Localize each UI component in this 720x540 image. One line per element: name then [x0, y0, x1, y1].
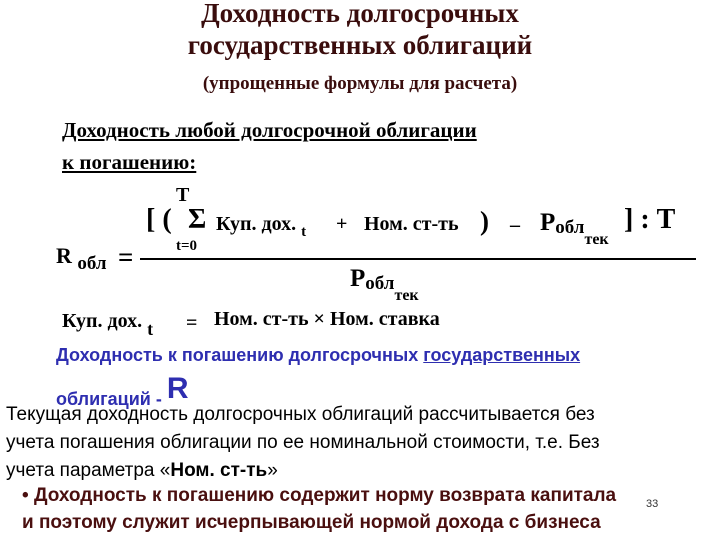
denominator-price: [350, 265, 419, 304]
coupon-formula-lhs: [62, 310, 154, 339]
definition-line2: [56, 372, 189, 409]
definition-line2-text: облигаций -: [56, 389, 167, 409]
coupon-formula-rhs: Ном. ст-ть × Ном. ставка: [214, 308, 440, 330]
section-heading-line2: к погашению:: [62, 150, 197, 174]
fraction-line: [140, 258, 696, 260]
definition-symbol: R: [166, 372, 189, 405]
close-bracket-divide-t: ] : Т: [624, 204, 676, 235]
sum-lower-limit: t=0: [176, 238, 198, 254]
page-title-line2: государственных облигаций: [187, 30, 533, 60]
yield-symbol-letter: R: [56, 243, 72, 268]
bullet-line2: и поэтому служит исчерпывающей нормой дохода с бизнеса: [22, 512, 601, 533]
page-title-line1: Доходность долгосрочных: [201, 0, 519, 28]
paragraph-line3-post: »: [267, 460, 278, 481]
definition-line1: [56, 345, 580, 366]
page-number: 33: [646, 498, 659, 510]
sigma-symbol: Σ: [188, 204, 207, 235]
coupon-formula-lhs-label: Куп. дох.: [62, 310, 143, 332]
open-brackets: [ (: [146, 204, 172, 235]
coupon-formula-lhs-subscript: t: [147, 319, 154, 339]
yield-symbol-subscript: обл: [77, 253, 107, 274]
denominator-price-subsubscript: тек: [394, 287, 419, 304]
coupon-term-label: Куп. дох.: [216, 213, 297, 235]
minus-sign: –: [510, 214, 520, 236]
coupon-term: [216, 213, 307, 240]
sum-upper-limit: T: [176, 184, 190, 206]
paragraph-line2: учета погашения облигации по ее номинальной стоимости, т.е. Без: [6, 432, 600, 453]
yield-symbol: [56, 243, 107, 274]
equals-sign: =: [118, 242, 134, 272]
plus-sign: +: [336, 213, 348, 235]
coupon-term-subscript: t: [301, 224, 307, 240]
bullet-marker: •: [22, 485, 29, 506]
page-subtitle: (упрощенные формулы для расчета): [202, 73, 518, 94]
paragraph-line1: Текущая доходность долгосрочных облигаций рассчитывается без: [6, 404, 595, 425]
definition-line1-underlined: государственных: [423, 345, 581, 365]
current-price-symbol: Р: [540, 209, 556, 236]
current-price-term: [540, 209, 609, 248]
denominator-price-symbol: Р: [350, 265, 366, 292]
nominal-value-term: Ном. ст-ть: [364, 213, 459, 235]
current-price-subsubscript: тек: [584, 231, 609, 248]
bullet-line1: [22, 485, 616, 507]
bullet-line1-text: Доходность к погашению содержит норму возврата капитала: [33, 485, 617, 506]
definition-line1-text: Доходность к погашению долгосрочных: [56, 345, 424, 365]
paragraph-line3-pre: учета параметра «: [6, 460, 171, 481]
current-price-subscript: обл: [555, 217, 585, 238]
paragraph-line3-bold: Ном. ст-ть: [170, 460, 268, 481]
close-paren: ): [480, 206, 489, 236]
section-heading-line1: Доходность любой долгосрочной облигации: [62, 118, 477, 142]
denominator-price-subscript: обл: [365, 273, 395, 294]
coupon-formula-equals: =: [186, 312, 198, 334]
paragraph-line3: [6, 460, 278, 482]
